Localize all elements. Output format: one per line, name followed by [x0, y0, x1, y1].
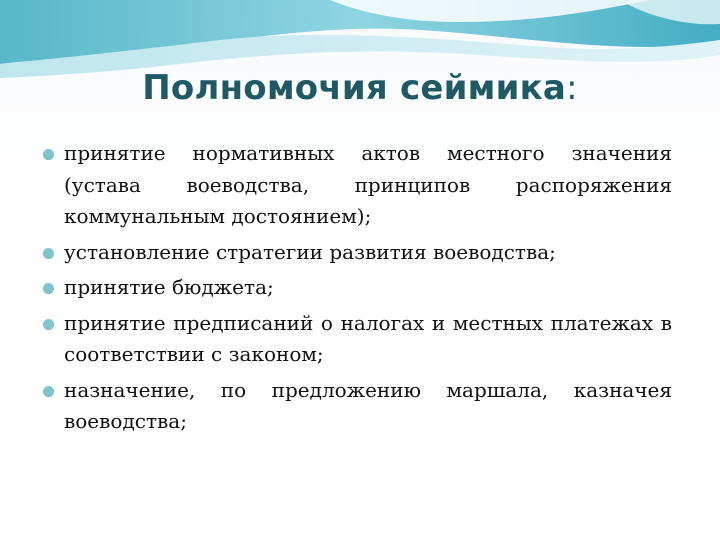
bullet-text: назначение, по предложению маршала, казначея воеводства; [64, 377, 672, 433]
bullet-item [46, 272, 672, 304]
bullet-dot-icon [43, 248, 54, 259]
bullet-text: установление стратегии развития воеводства; [64, 239, 556, 264]
slide-title-text: Полномочия сеймика [142, 68, 567, 108]
slide-title [0, 68, 720, 108]
bullet-dot-icon [43, 386, 54, 397]
bullet-text: принятие нормативных актов местного значения (устава воеводства, принципов распоряжения коммунальным достоянием); [64, 141, 672, 228]
bullet-item [46, 375, 672, 438]
bullet-text: принятие бюджета; [64, 275, 274, 299]
bullet-list [46, 138, 672, 442]
slide-title-colon: : [566, 68, 578, 108]
bullet-item [46, 308, 672, 371]
bullet-dot-icon [43, 149, 54, 160]
bullet-item [46, 138, 672, 233]
bullet-dot-icon [43, 283, 54, 294]
bullet-item [46, 237, 672, 269]
bullet-text: принятие предписаний о налогах и местных платежах в соответствии с законом; [64, 310, 672, 366]
bullet-dot-icon [43, 319, 54, 330]
